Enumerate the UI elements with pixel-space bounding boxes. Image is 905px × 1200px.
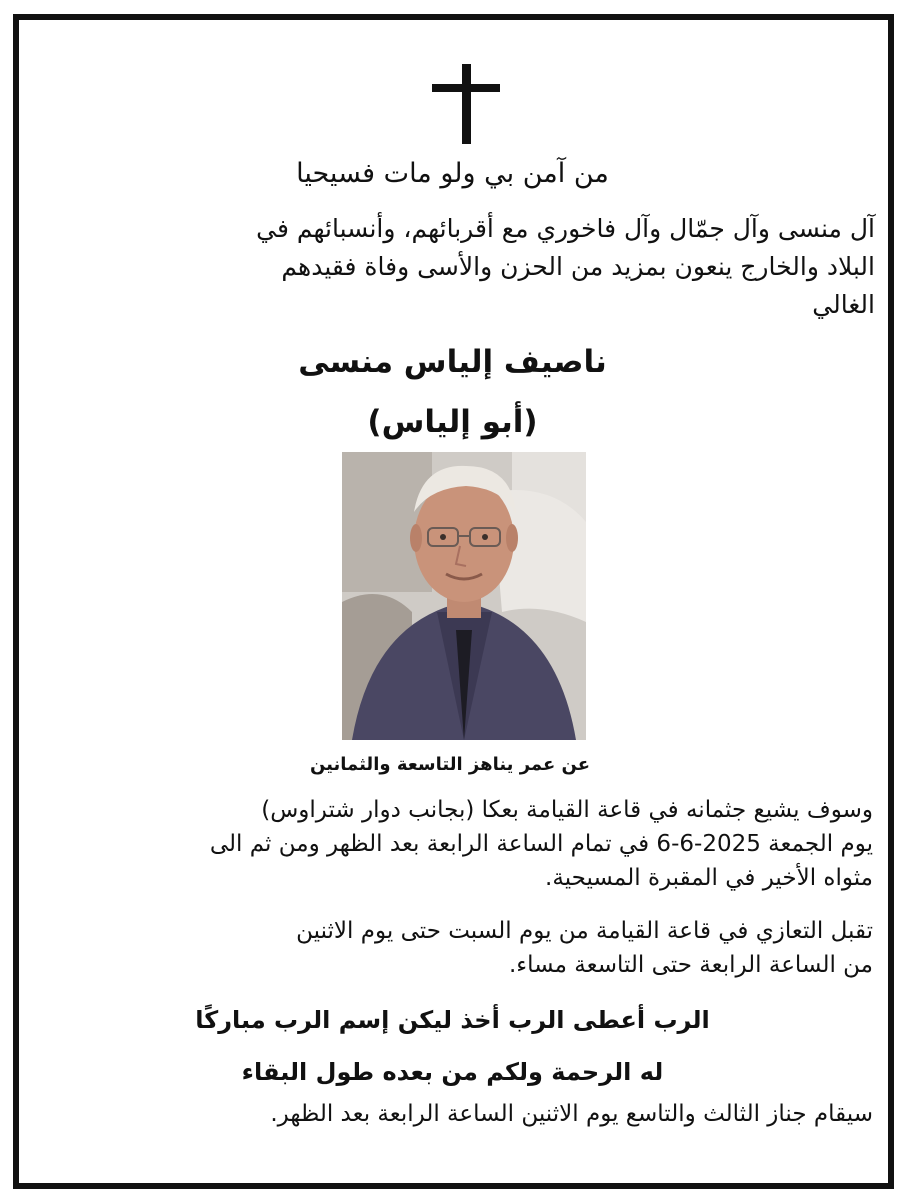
funeral-line: يوم الجمعة 2025-6-6 في تمام الساعة الرابعة بعد الظهر ومن ثم الى [209, 831, 873, 857]
funeral-line: مثواه الأخير في المقبرة المسيحية. [545, 865, 873, 891]
blessing-line: الرب أعطى الرب أخذ ليكن إسم الرب مباركًا [195, 1006, 710, 1034]
blessing [150, 994, 755, 1098]
families-line: آل منسى وآل جمّال وآل فاخوري مع أقربائهم، وأنسبائهم في [256, 214, 875, 243]
funeral-line: وسوف يشيع جثمانه في قاعة القيامة بعكا (بجانب دوار شتراوس) [261, 797, 873, 823]
scripture-verse: من آمن بي ولو مات فسيحيا [296, 158, 609, 189]
deceased-age: عن عمر يناهز التاسعة والثمانين [309, 754, 591, 775]
condolences-line: من الساعة الرابعة حتى التاسعة مساء. [508, 952, 873, 978]
deceased-nickname: (أبو إلياس) [367, 404, 538, 440]
condolences-details [100, 914, 873, 982]
deceased-photo [342, 452, 586, 740]
deceased-name: ناصيف إلياس منسى [298, 344, 607, 380]
families-line: الغالي [812, 290, 875, 319]
families-announcement [100, 210, 875, 324]
families-line: البلاد والخارج ينعون بمزيد من الحزن والأسى وفاة فقيدهم [281, 252, 875, 281]
funeral-details [100, 793, 873, 895]
blessing-line: له الرحمة ولكم من بعده طول البقاء [241, 1058, 664, 1086]
memorial-service: سيقام جناز الثالث والتاسع يوم الاثنين الساعة الرابعة بعد الظهر. [270, 1101, 873, 1127]
cross-icon [432, 64, 500, 144]
condolences-line: تقبل التعازي في قاعة القيامة من يوم السبت حتى يوم الاثنين [296, 918, 873, 944]
